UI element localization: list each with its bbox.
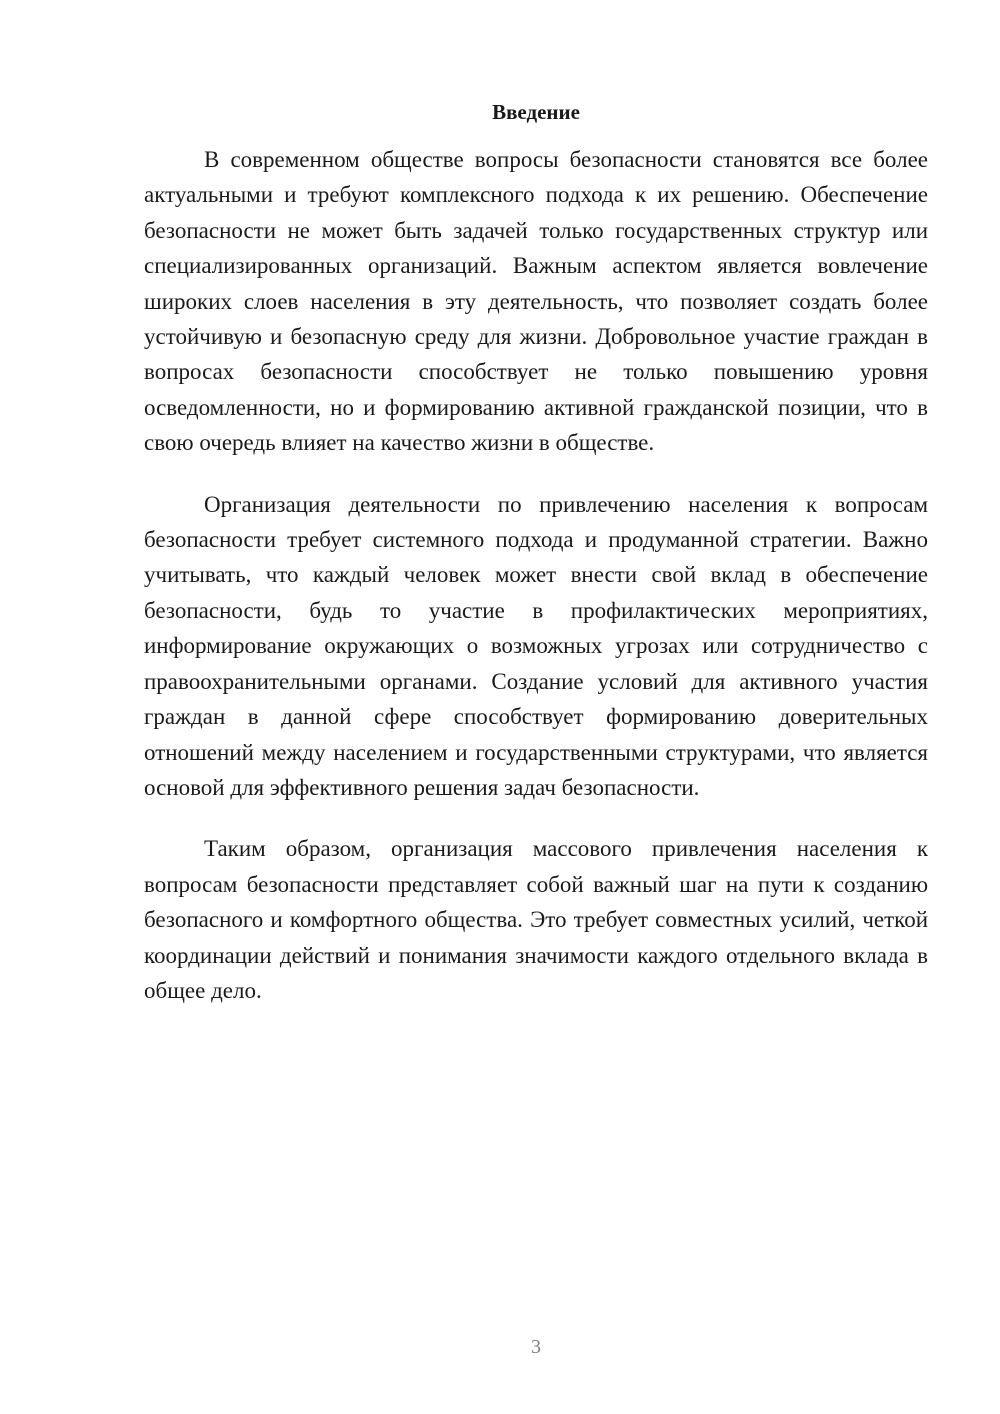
page-title: Введение bbox=[492, 100, 580, 124]
page-number: 3 bbox=[531, 1336, 541, 1358]
paragraph-2: Организация деятельности по привлечению населения к вопросам безопасности требует системного подхода и продуманной стратегии. Важно учитывать, что каждый человек может внести свой вклад в обеспечение безопасности, будь то участие в профилактических мероприятиях, информирование окружающих о возможных угрозах или сотрудничество с правоохранительными органами. Создание условий для активного участия граждан в данной сфере способствует формированию доверительных отношений между населением и государственными структурами, что является основой для эффективного решения задач безопасности. bbox=[144, 491, 928, 800]
document-body bbox=[144, 142, 928, 1034]
paragraph-3: Таким образом, организация массового привлечения населения к вопросам безопасности представляет собой важный шаг на пути к созданию безопасного и комфортного общества. Это требует совместных усилий, четкой координации действий и понимания значимости каждого отдельного вклада в общее дело. bbox=[144, 836, 928, 1003]
paragraph-1: В современном обществе вопросы безопасности становятся все более актуальными и требуют комплексного подхода к их решению. Обеспечение безопасности не может быть задачей только государственных структур или специализированных организаций. Важным аспектом является вовлечение широких слоев населения в эту деятельность, что позволяет создать более устойчивую и безопасную среду для жизни. Добровольное участие граждан в вопросах безопасности способствует не только повышению уровня осведомленности, но и формированию активной гражданской позиции, что в свою очередь влияет на качество жизни в обществе. bbox=[144, 147, 928, 456]
